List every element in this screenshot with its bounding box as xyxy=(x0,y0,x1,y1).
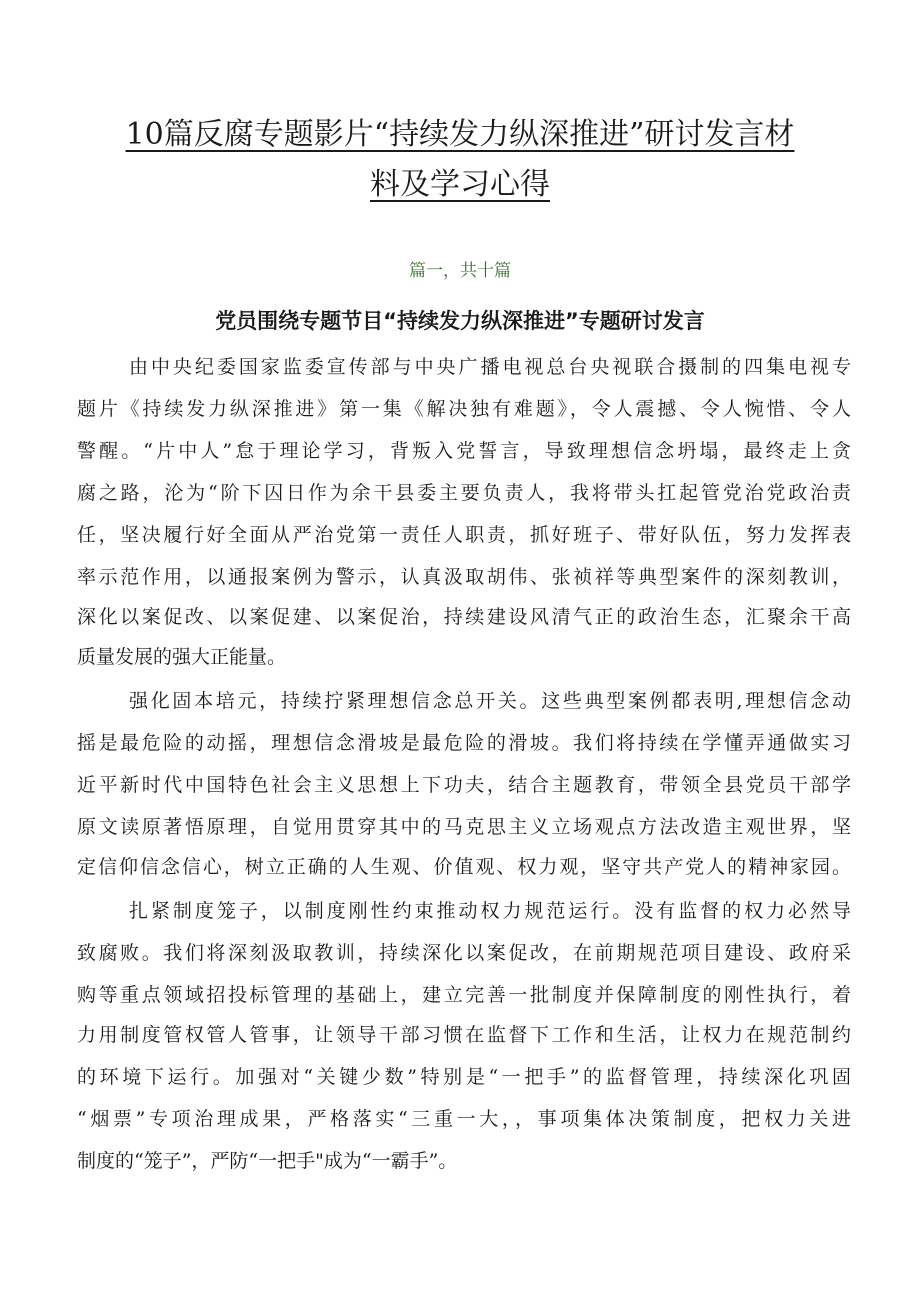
document-title xyxy=(90,110,830,210)
body-line: 质量发展的强大正能量。 xyxy=(77,646,287,668)
body-line: 率示范作用，以通报案例为警示，认真汲取胡伟、张祯祥等典型案件的深刻教训， xyxy=(77,566,851,588)
body-line: 致腐败。我们将深刻汲取教训，持续深化以案促改，在前期规范项目建设、政府采 xyxy=(77,942,851,964)
body-line: 由中央纪委国家监委宣传部与中央广播电视总台央视联合摄制的四集电视专 xyxy=(129,356,851,378)
body-line: 警醒。“片中人”怠于理论学习，背叛入党誓言，导致理想信念坍塌，最终走上贪 xyxy=(77,440,851,462)
body-line: 任，坚决履行好全面从严治党第一责任人职责，抓好班子、带好队伍，努力发挥表 xyxy=(77,524,851,546)
body-line: 原文读原著悟原理，自觉用贯穿其中的马克思主义立场观点方法改造主观世界，坚 xyxy=(77,816,851,838)
body-line: 强化固本培元，持续拧紧理想信念总开关。这些典型案例都表明,理想信念动 xyxy=(129,690,851,712)
body-line: 深化以案促改、以案促建、以案促治，持续建设风清气正的政治生态，汇聚余干高 xyxy=(77,606,851,628)
body-line: 扎紧制度笼子，以制度刚性约束推动权力规范运行。没有监督的权力必然导 xyxy=(129,900,851,922)
body-line: 近平新时代中国特色社会主义思想上下功夫，结合主题教育，带领全县党员干部学 xyxy=(77,774,851,796)
body-line: 腐之路，沦为“阶下囚日作为余干县委主要负责人，我将带头扛起管党治党政治责 xyxy=(77,482,851,504)
speech-title: 党员围绕专题节目“持续发力纵深推进”专题研讨发言 xyxy=(215,309,705,333)
body-line: 制度的“笼子”，严防“一把手"成为“一霸手”。 xyxy=(77,1150,458,1172)
body-line: 购等重点领域招投标管理的基础上，建立完善一批制度并保障制度的刚性执行，着 xyxy=(77,984,851,1006)
section-label: 篇一，共十篇 xyxy=(409,261,511,281)
document-title-line-2: 料及学习心得 xyxy=(370,167,550,202)
body-line: 摇是最危险的动摇，理想信念滑坡是最危险的滑坡。我们将持续在学懂弄通做实习 xyxy=(77,732,851,754)
body-line: 定信仰信念信心，树立正确的人生观、价值观、权力观，坚守共产党人的精神家园。 xyxy=(77,856,851,878)
body-line: “烟票”专项治理成果，严格落实“三重一大，，事项集体决策制度，把权力关进 xyxy=(77,1108,851,1130)
document-title-line-1: 10篇反腐专题影片“持续发力纵深推进”研讨发言材 xyxy=(125,117,795,152)
body-line: 力用制度管权管人管事，让领导干部习惯在监督下工作和生活，让权力在规范制约 xyxy=(77,1024,851,1046)
body-line: 题片《持续发力纵深推进》第一集《解决独有难题》，令人震撼、令人惋惜、令人 xyxy=(77,398,851,420)
body-line: 的环境下运行。加强对“关键少数”特别是“一把手”的监督管理，持续深化巩固 xyxy=(77,1066,851,1088)
